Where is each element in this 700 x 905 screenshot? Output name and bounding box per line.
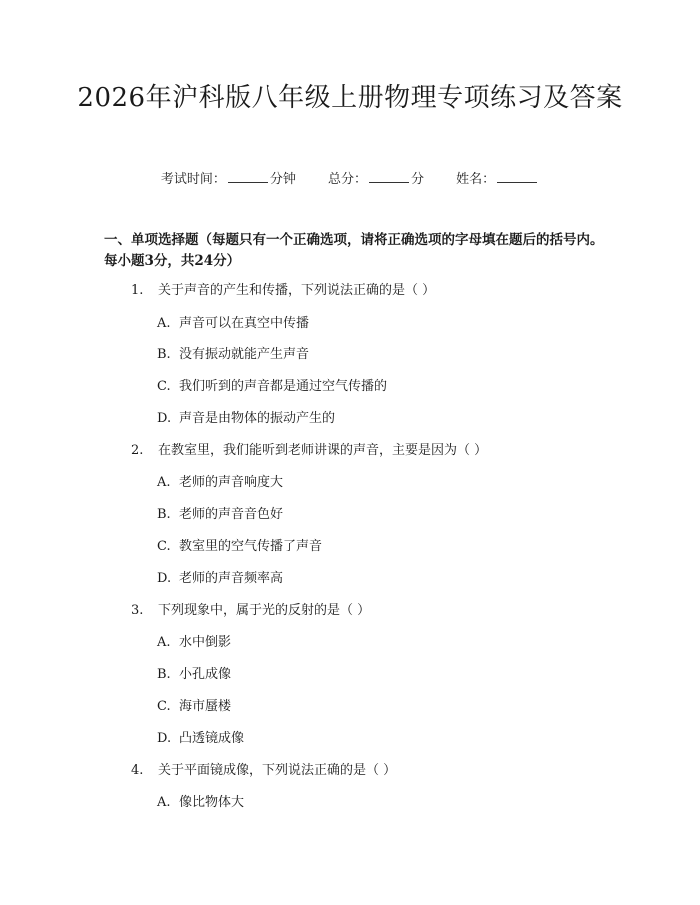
section-heading: 一、单项选择题（每题只有一个正确选项，请将正确选项的字母填在题后的括号内。每小题3分，共24分）: [104, 232, 604, 269]
option-letter: D.: [157, 411, 172, 426]
question-text: 在教室里，我们能听到老师讲课的声音，主要是因为（ ）: [158, 443, 488, 458]
question-3: [131, 602, 370, 620]
option-text: 老师的声音音色好: [179, 507, 284, 522]
option-text: 我们听到的声音都是通过空气传播的: [179, 379, 388, 394]
option-1a: [157, 315, 309, 333]
question-text: 关于平面镜成像，下列说法正确的是（ ）: [158, 763, 397, 778]
option-2b: [157, 506, 283, 524]
score-unit: 分: [411, 172, 425, 187]
option-letter: C.: [157, 699, 171, 714]
question-number: 3.: [131, 603, 144, 618]
option-letter: B.: [157, 347, 171, 362]
option-2c: [157, 538, 322, 556]
question-1: [131, 282, 435, 300]
score-blank: [369, 170, 409, 183]
option-1c: [157, 378, 387, 396]
option-3c: [157, 698, 231, 716]
option-text: 像比物体大: [179, 795, 245, 810]
option-text: 老师的声音频率高: [179, 571, 284, 586]
option-text: 没有振动就能产生声音: [179, 347, 310, 362]
option-letter: A.: [157, 475, 171, 490]
option-1d: [157, 410, 335, 428]
option-2d: [157, 570, 283, 588]
time-label: 考试时间：: [160, 172, 226, 187]
option-letter: C.: [157, 379, 171, 394]
question-2: [131, 442, 487, 460]
option-text: 声音是由物体的振动产生的: [179, 411, 336, 426]
option-4a: [157, 794, 244, 812]
option-letter: A.: [157, 635, 171, 650]
question-text: 关于声音的产生和传播，下列说法正确的是（ ）: [158, 283, 436, 298]
option-2a: [157, 474, 283, 492]
option-letter: A.: [157, 316, 171, 331]
option-3b: [157, 666, 231, 684]
option-letter: A.: [157, 795, 171, 810]
question-text: 下列现象中，属于光的反射的是（ ）: [158, 603, 371, 618]
option-text: 声音可以在真空中传播: [179, 316, 310, 331]
question-4: [131, 762, 396, 780]
time-unit: 分钟: [269, 172, 296, 187]
option-letter: D.: [157, 571, 172, 586]
name-label: 姓名：: [456, 172, 496, 187]
question-number: 4.: [131, 763, 144, 778]
option-1b: [157, 346, 309, 364]
option-letter: C.: [157, 539, 171, 554]
exam-score: [328, 170, 424, 189]
option-letter: B.: [157, 667, 171, 682]
exam-meta: [0, 170, 700, 189]
option-text: 凸透镜成像: [179, 731, 245, 746]
option-text: 小孔成像: [179, 667, 232, 682]
time-blank: [228, 170, 268, 183]
question-number: 2.: [131, 443, 144, 458]
option-3d: [157, 730, 244, 748]
option-text: 海市蜃楼: [179, 699, 232, 714]
option-3a: [157, 634, 231, 652]
option-text: 水中倒影: [179, 635, 232, 650]
document-title: 2026年沪科版八年级上册物理专项练习及答案: [77, 83, 623, 113]
score-label: 总分：: [327, 172, 367, 187]
name-blank: [497, 170, 537, 183]
option-letter: B.: [157, 507, 171, 522]
exam-name: [456, 170, 539, 189]
option-text: 教室里的空气传播了声音: [179, 539, 323, 554]
exam-time: [161, 170, 296, 189]
question-number: 1.: [131, 283, 144, 298]
option-text: 老师的声音响度大: [179, 475, 284, 490]
option-letter: D.: [157, 731, 172, 746]
